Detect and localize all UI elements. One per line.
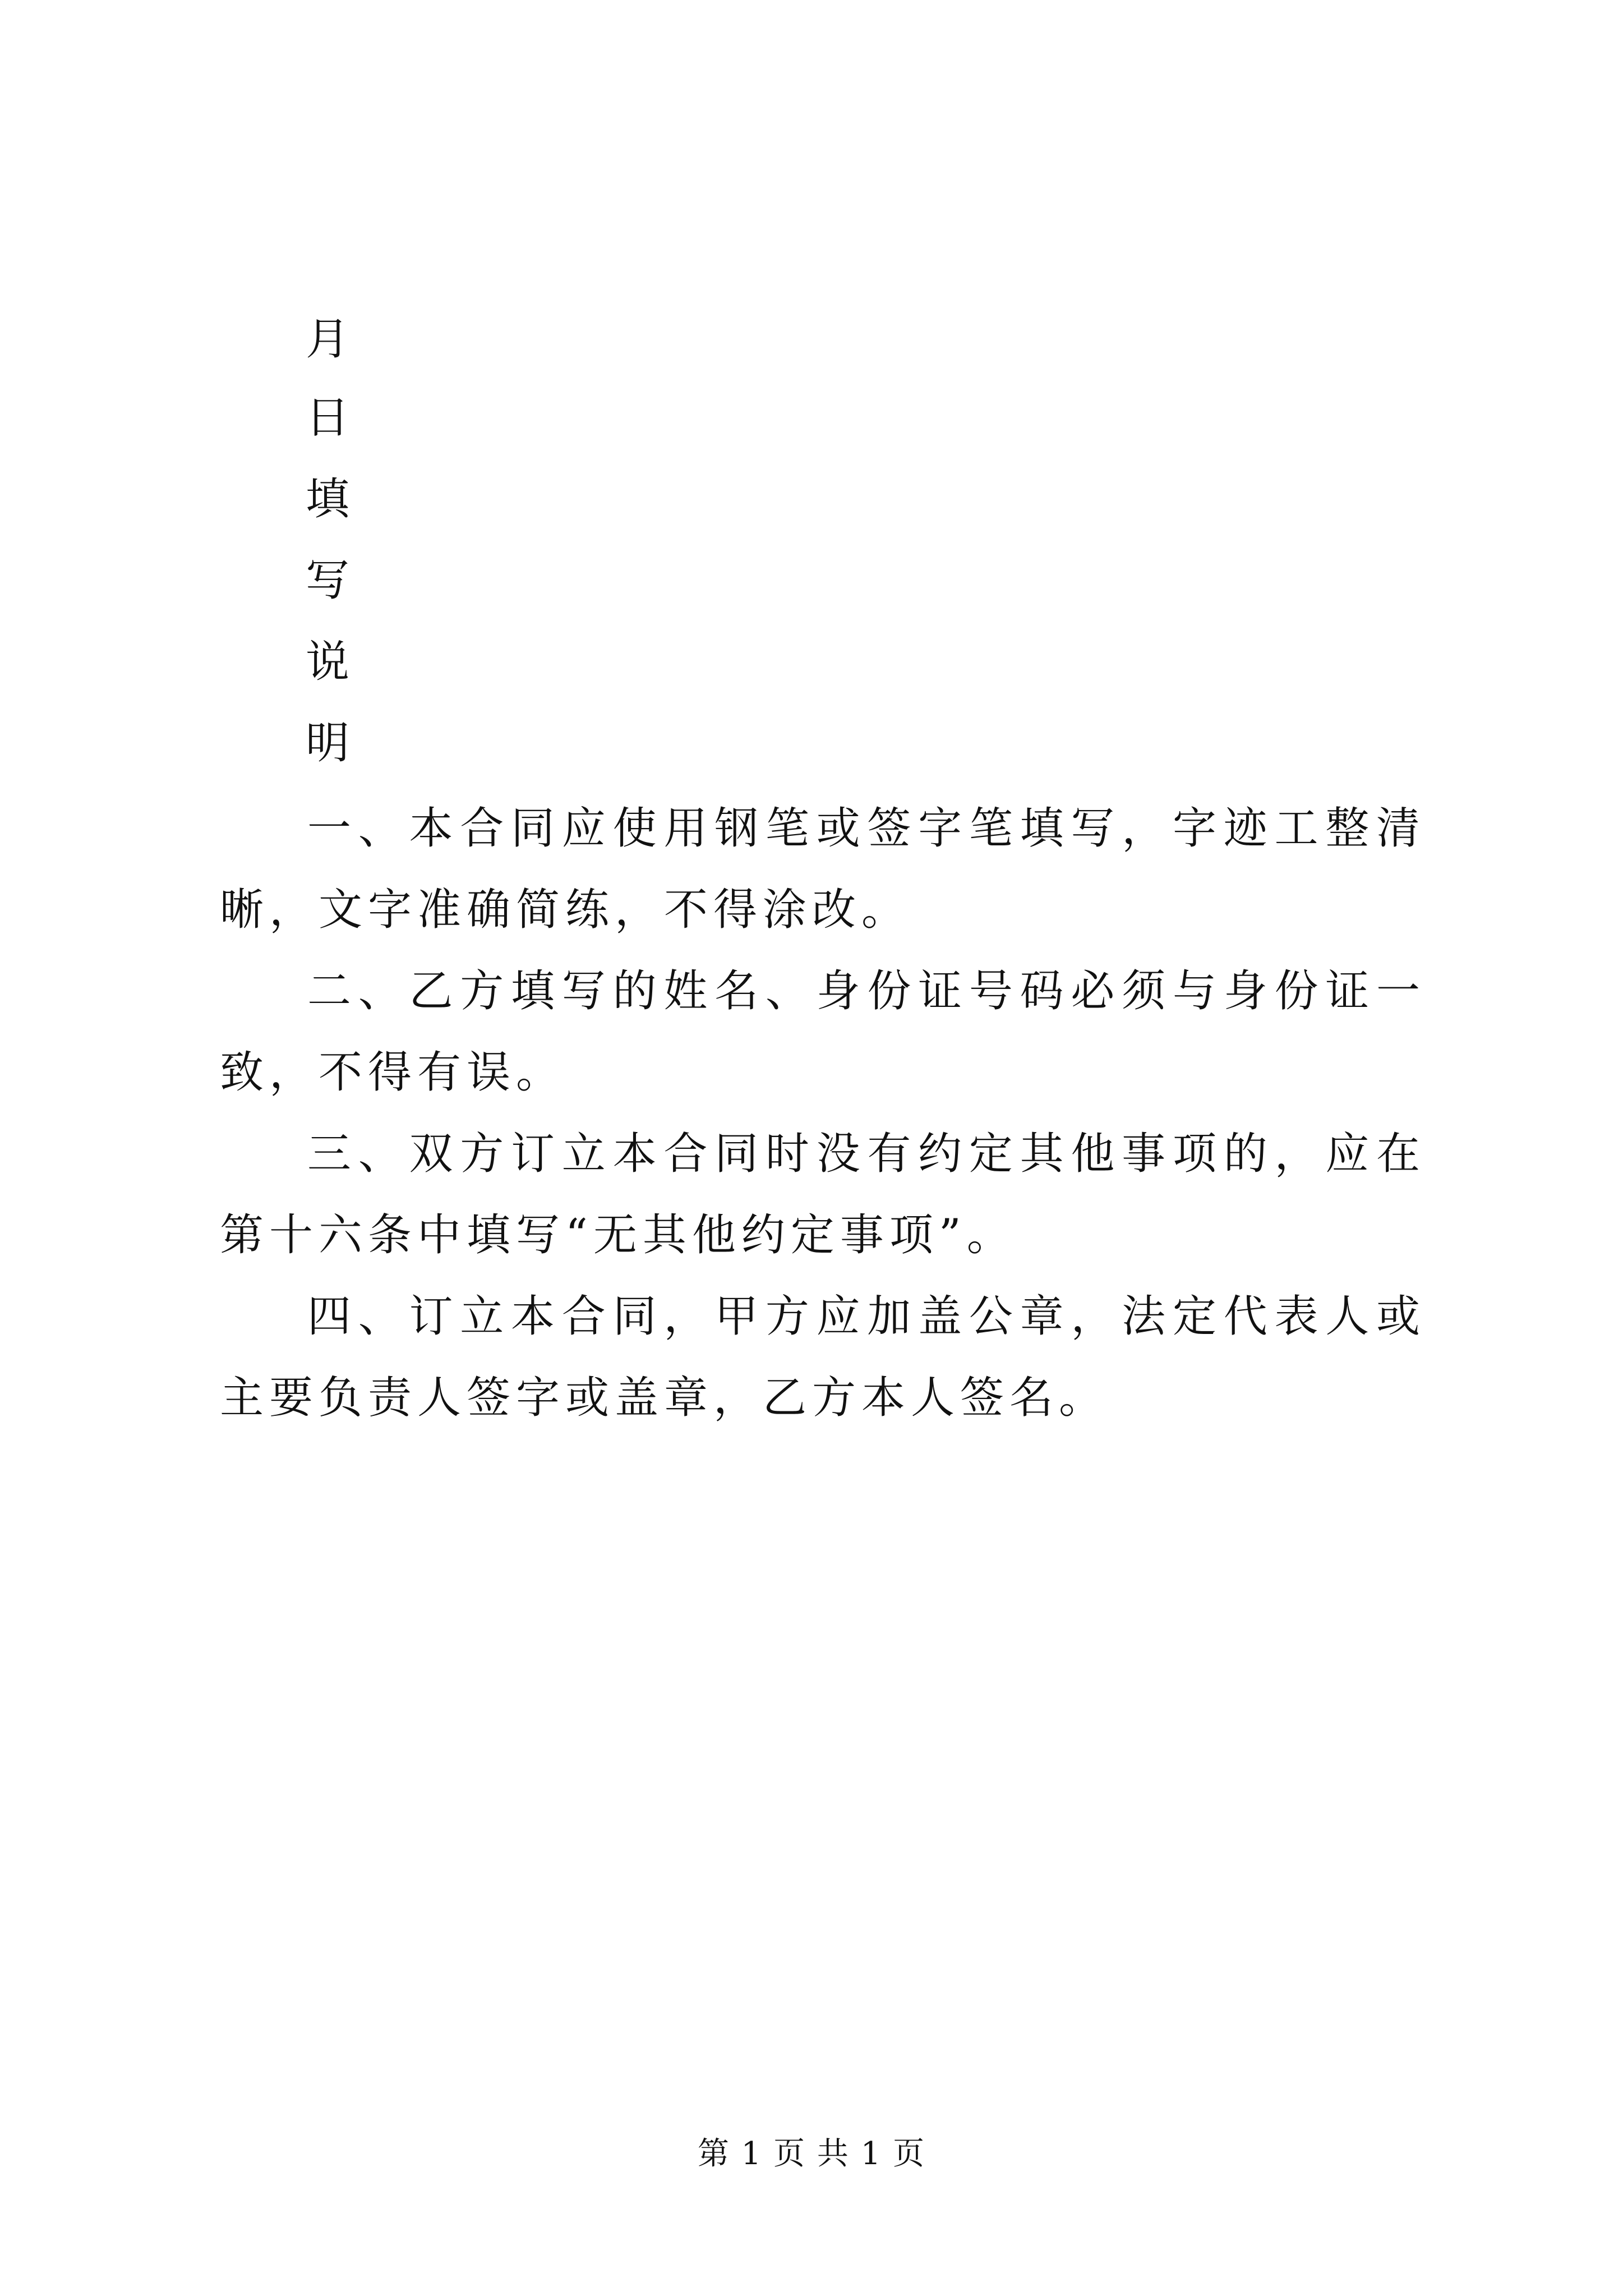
heading-char-month: 月 xyxy=(306,314,350,365)
page-number-footer: 第 1 页 共 1 页 xyxy=(697,2136,926,2172)
instruction-paragraph-2: 二、乙方填写的姓名、身份证号码必须与身份证一致，不得有误。 xyxy=(220,966,1426,1098)
heading-char-write: 写 xyxy=(306,555,350,606)
heading-char-clear: 明 xyxy=(306,718,350,769)
heading-char-fill: 填 xyxy=(306,474,350,524)
instruction-paragraph-1: 一、本合同应使用钢笔或签字笔填写，字迹工整清晰，文字准确简练，不得涂改。 xyxy=(220,803,1426,935)
heading-char-explain: 说 xyxy=(306,637,350,687)
heading-char-day: 日 xyxy=(306,393,350,443)
instruction-paragraph-3: 三、双方订立本合同时没有约定其他事项的，应在第十六条中填写“无其他约定事项”。 xyxy=(220,1129,1426,1260)
instruction-paragraph-4: 四、订立本合同，甲方应加盖公章，法定代表人或主要负责人签字或盖章，乙方本人签名。 xyxy=(220,1291,1426,1423)
